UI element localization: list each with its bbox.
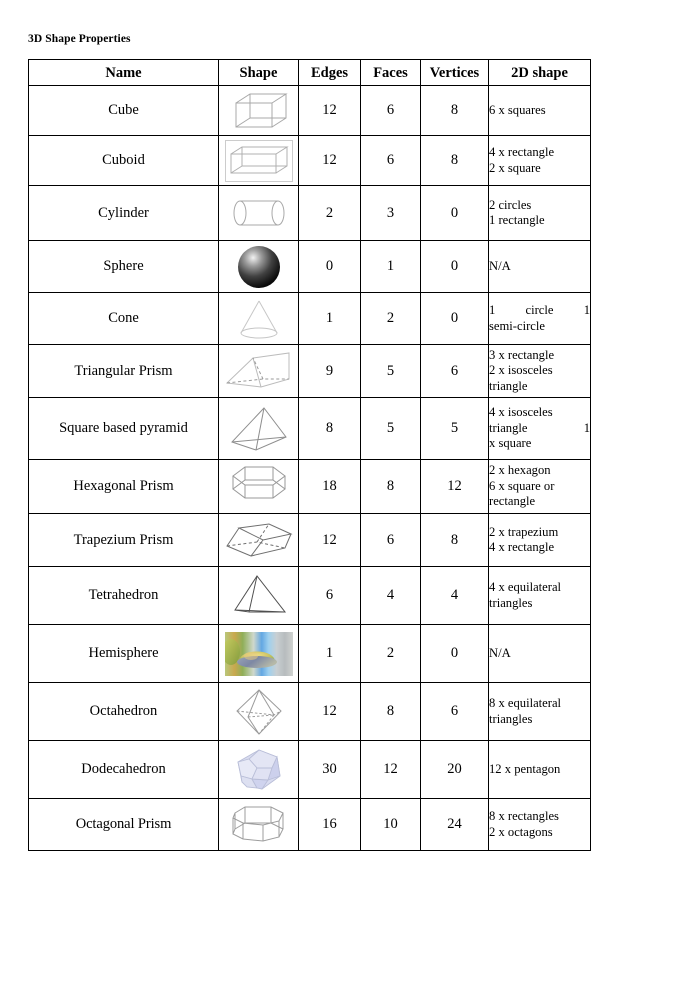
two-d-line: triangle 1 — [489, 420, 590, 435]
column-header-2d-shape: 2D shape — [489, 60, 591, 86]
shape-figure-cell — [219, 683, 299, 741]
column-header-shape: Shape — [219, 60, 299, 86]
octahedron-wireframe-icon — [230, 687, 288, 737]
two-d-line: semi-circle — [489, 318, 545, 333]
faces-value: 10 — [361, 799, 421, 851]
vertices-value: 6 — [421, 683, 489, 741]
two-d-shape-cell — [489, 683, 591, 741]
edges-value: 6 — [299, 567, 361, 625]
shape-figure-cell — [219, 86, 299, 136]
two-d-shape-cell — [489, 567, 591, 625]
faces-value: 4 — [361, 567, 421, 625]
two-d-line: 4 x isosceles — [489, 405, 553, 420]
shape-figure-cell — [219, 741, 299, 799]
column-header-faces: Faces — [361, 60, 421, 86]
shape-name: Trapezium Prism — [29, 514, 219, 567]
edges-value: 1 — [299, 625, 361, 683]
shape-name: Triangular Prism — [29, 345, 219, 398]
faces-value: 8 — [361, 683, 421, 741]
table-row — [29, 799, 591, 851]
two-d-line: 2 x isosceles — [489, 363, 553, 378]
vertices-value: 4 — [421, 567, 489, 625]
vertices-value: 0 — [421, 293, 489, 345]
shape-name: Hemisphere — [29, 625, 219, 683]
two-d-line: 4 x equilateral — [489, 580, 562, 594]
two-d-line: triangles — [489, 711, 533, 726]
table-row — [29, 241, 591, 293]
trapezium-prism-wireframe-icon — [223, 518, 295, 562]
vertices-value: 5 — [421, 398, 489, 460]
table-row — [29, 741, 591, 799]
edges-value: 12 — [299, 136, 361, 186]
hexagonal-prism-wireframe-icon — [225, 463, 293, 511]
two-d-line: 1 rectangle — [489, 213, 545, 227]
shape-figure-cell — [219, 514, 299, 567]
two-d-shape-cell — [489, 514, 591, 567]
two-d-line: 8 x rectangles — [489, 809, 559, 823]
shape-name: Octagonal Prism — [29, 799, 219, 851]
two-d-line: x square — [489, 436, 532, 451]
two-d-line: 12 x pentagon — [489, 761, 561, 776]
vertices-value: 0 — [421, 186, 489, 241]
table-row — [29, 398, 591, 460]
shape-name: Cuboid — [29, 136, 219, 186]
edges-value: 16 — [299, 799, 361, 851]
two-d-shape-cell — [489, 241, 591, 293]
table-header-row — [29, 60, 591, 86]
table-row — [29, 567, 591, 625]
vertices-value: 24 — [421, 799, 489, 851]
two-d-line: N/A — [489, 258, 511, 273]
edges-value: 12 — [299, 683, 361, 741]
two-d-shape-cell — [489, 398, 591, 460]
dodecahedron-shaded-icon — [232, 746, 286, 794]
vertices-value: 20 — [421, 741, 489, 799]
shape-name: Square based pyramid — [29, 398, 219, 460]
two-d-shape-cell — [489, 625, 591, 683]
hemisphere-photo-icon — [225, 632, 293, 676]
two-d-line: triangle — [489, 378, 528, 393]
table-row — [29, 86, 591, 136]
shape-name: Cube — [29, 86, 219, 136]
faces-value: 6 — [361, 136, 421, 186]
cone-wireframe-icon — [230, 297, 288, 341]
two-d-shape-cell — [489, 741, 591, 799]
shape-name: Dodecahedron — [29, 741, 219, 799]
two-d-line: rectangle — [489, 494, 536, 509]
shape-properties-table — [28, 59, 591, 851]
two-d-line: 3 x rectangle — [489, 347, 555, 362]
shape-name: Tetrahedron — [29, 567, 219, 625]
table-row — [29, 625, 591, 683]
shape-figure-cell — [219, 460, 299, 514]
two-d-line: 2 x trapezium — [489, 524, 559, 539]
faces-value: 12 — [361, 741, 421, 799]
shape-figure-cell — [219, 345, 299, 398]
two-d-shape-cell — [489, 460, 591, 514]
shape-figure-cell — [219, 293, 299, 345]
two-d-line: triangles — [489, 595, 533, 610]
edges-value: 12 — [299, 86, 361, 136]
cube-wireframe-icon — [228, 89, 290, 133]
page-title: 3D Shape Properties — [28, 33, 131, 45]
edges-value: 1 — [299, 293, 361, 345]
column-header-name: Name — [29, 60, 219, 86]
edges-value: 30 — [299, 741, 361, 799]
table-row — [29, 460, 591, 514]
column-header-vertices: Vertices — [421, 60, 489, 86]
table-row — [29, 186, 591, 241]
shape-figure-cell — [219, 625, 299, 683]
edges-value: 9 — [299, 345, 361, 398]
two-d-line: 6 x square or — [489, 478, 555, 493]
two-d-shape-cell — [489, 799, 591, 851]
vertices-value: 8 — [421, 86, 489, 136]
vertices-value: 0 — [421, 625, 489, 683]
triangular-prism-wireframe-icon — [223, 349, 295, 393]
edges-value: 2 — [299, 186, 361, 241]
faces-value: 1 — [361, 241, 421, 293]
table-row — [29, 683, 591, 741]
cuboid-wireframe-icon — [225, 140, 293, 182]
table-row — [29, 293, 591, 345]
faces-value: 5 — [361, 345, 421, 398]
two-d-line: 8 x equilateral — [489, 696, 562, 710]
shape-name: Hexagonal Prism — [29, 460, 219, 514]
faces-value: 3 — [361, 186, 421, 241]
edges-value: 12 — [299, 514, 361, 567]
column-header-edges: Edges — [299, 60, 361, 86]
shape-name: Cone — [29, 293, 219, 345]
shape-name: Sphere — [29, 241, 219, 293]
vertices-value: 0 — [421, 241, 489, 293]
faces-value: 2 — [361, 625, 421, 683]
table-row — [29, 136, 591, 186]
two-d-shape-cell — [489, 293, 591, 345]
edges-value: 18 — [299, 460, 361, 514]
two-d-line: 2 x octagons — [489, 824, 553, 839]
octagonal-prism-wireframe-icon — [227, 803, 291, 847]
two-d-shape-cell — [489, 136, 591, 186]
two-d-shape-cell — [489, 186, 591, 241]
two-d-line: 2 x hexagon — [489, 463, 551, 478]
shape-figure-cell — [219, 136, 299, 186]
vertices-value: 8 — [421, 136, 489, 186]
shape-name: Octahedron — [29, 683, 219, 741]
faces-value: 5 — [361, 398, 421, 460]
table-row — [29, 345, 591, 398]
shape-figure-cell — [219, 241, 299, 293]
two-d-line: 1 circle 1 — [489, 303, 590, 317]
two-d-line: 2 x square — [489, 160, 541, 175]
cylinder-wireframe-icon — [228, 195, 290, 231]
edges-value: 0 — [299, 241, 361, 293]
two-d-line: 2 circles — [489, 197, 532, 212]
two-d-line: 4 x rectangle — [489, 145, 555, 159]
shape-figure-cell — [219, 567, 299, 625]
edges-value: 8 — [299, 398, 361, 460]
faces-value: 8 — [361, 460, 421, 514]
faces-value: 6 — [361, 86, 421, 136]
table-row — [29, 514, 591, 567]
vertices-value: 8 — [421, 514, 489, 567]
two-d-line: N/A — [489, 645, 511, 660]
vertices-value: 6 — [421, 345, 489, 398]
two-d-shape-cell — [489, 86, 591, 136]
square-pyramid-wireframe-icon — [226, 404, 292, 454]
shape-figure-cell — [219, 398, 299, 460]
sphere-shaded-icon — [233, 244, 285, 290]
two-d-line: 6 x squares — [489, 102, 546, 117]
tetrahedron-wireframe-icon — [227, 572, 291, 620]
shape-figure-cell — [219, 799, 299, 851]
vertices-value: 12 — [421, 460, 489, 514]
shape-name: Cylinder — [29, 186, 219, 241]
shape-figure-cell — [219, 186, 299, 241]
two-d-line: 4 x rectangle — [489, 540, 555, 554]
faces-value: 2 — [361, 293, 421, 345]
two-d-shape-cell — [489, 345, 591, 398]
faces-value: 6 — [361, 514, 421, 567]
